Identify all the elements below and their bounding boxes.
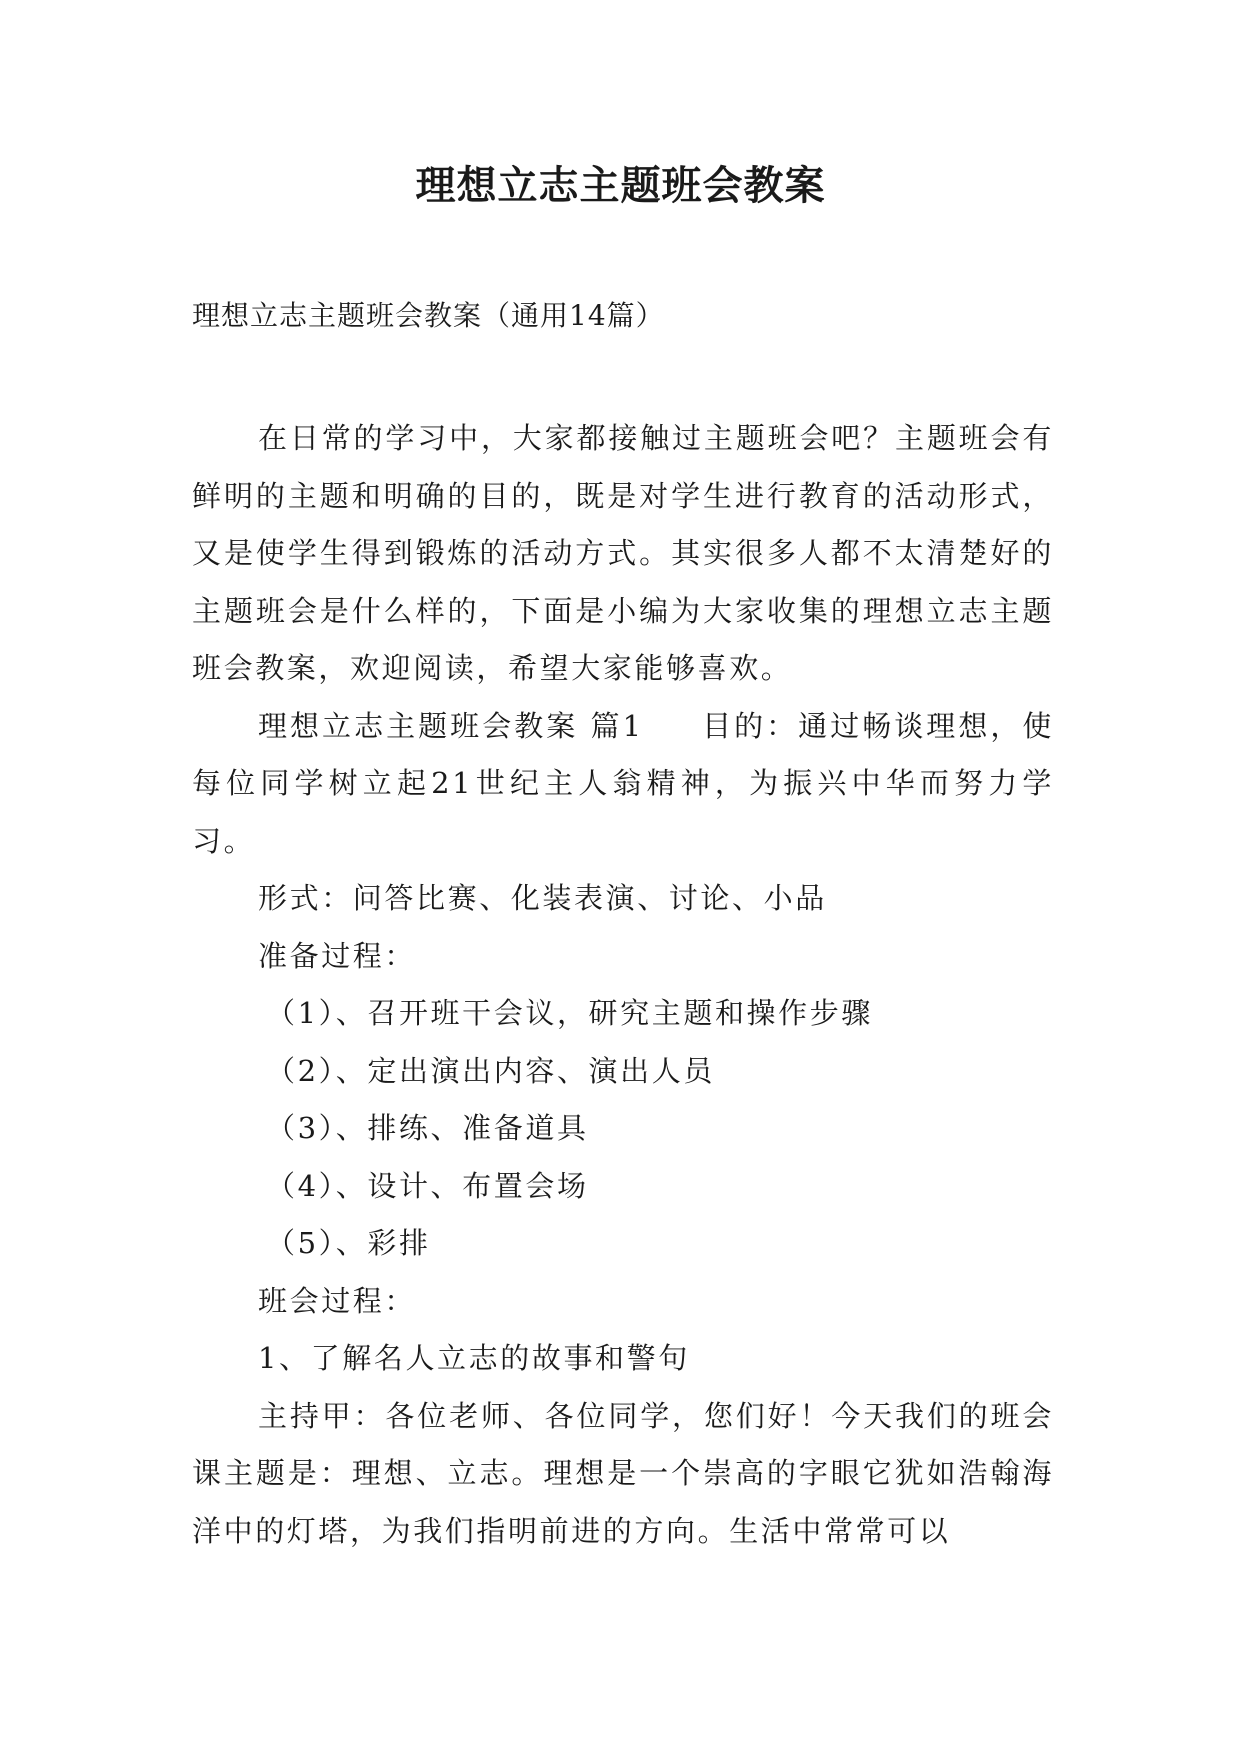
prep-heading: 准备过程： xyxy=(258,938,417,973)
purpose-text: 目的：通过畅谈理想，使每位同学树立起21世纪主人翁精神，为振兴中华而努力学习。 xyxy=(192,708,1054,858)
document-body xyxy=(192,410,1054,1560)
section-paragraph xyxy=(192,698,1054,871)
prep-step: （5）、彩排 xyxy=(266,1226,431,1260)
prep-step: （1）、召开班干会议，研究主题和操作步骤 xyxy=(266,996,873,1030)
section-heading: 理想立志主题班会教案 篇1 xyxy=(258,708,644,743)
document-title: 理想立志主题班会教案 xyxy=(415,162,826,209)
prep-step: （2）、定出演出内容、演出人员 xyxy=(266,1053,715,1088)
document-subtitle: 理想立志主题班会教案（通用14篇） xyxy=(192,299,665,332)
intro-paragraph: 在日常的学习中，大家都接触过主题班会吧？主题班会有鲜明的主题和明确的目的，既是对学生进行教育的活动形式，又是使学生得到锻炼的活动方式。其实很多人都不太清楚好的主题班会是什么样的，下面是小编为大家收集的理想立志主题班会教案，欢迎阅读，希望大家能够喜欢。 xyxy=(192,421,1054,685)
prep-step: （4）、设计、布置会场 xyxy=(266,1168,589,1203)
prep-step: （3）、排练、准备道具 xyxy=(266,1111,589,1145)
host-speech-paragraph: 主持甲：各位老师、各位同学，您们好！今天我们的班会课主题是：理想、立志。理想是一个崇高的字眼它犹如浩翰海洋中的灯塔，为我们指明前进的方向。生活中常常可以 xyxy=(192,1398,1054,1548)
form-paragraph: 形式：问答比赛、化装表演、讨论、小品 xyxy=(258,881,827,915)
process-step: 1、了解名人立志的故事和警句 xyxy=(258,1341,690,1375)
process-heading: 班会过程： xyxy=(258,1283,417,1318)
